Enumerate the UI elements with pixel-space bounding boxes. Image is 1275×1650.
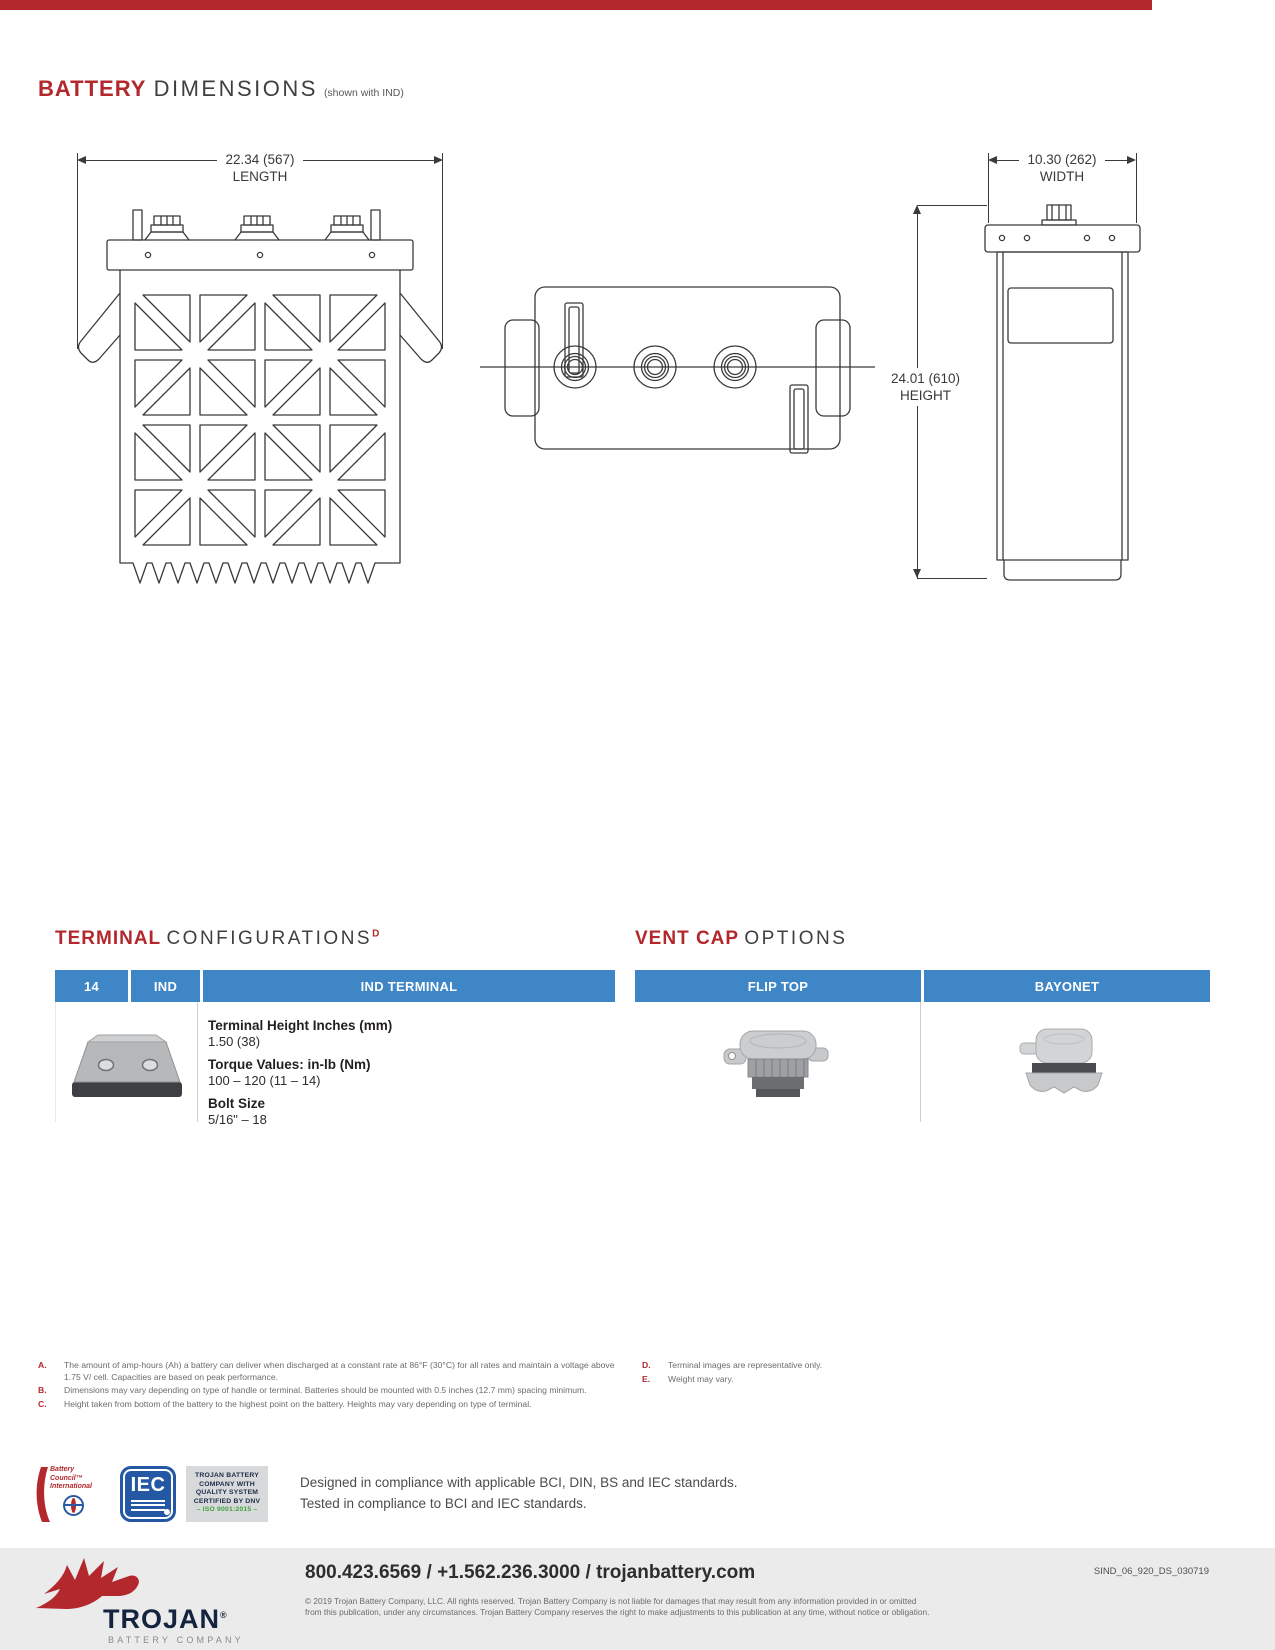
ind-terminal-image [64,1022,190,1102]
trojan-wordmark: TROJAN® [103,1604,228,1634]
document-id: SIND_06_920_DS_030719 [1093,1566,1209,1577]
contact-line: 800.423.6569 / +1.562.236.3000 / trojanbattery.com [305,1562,756,1583]
footnote: B. Dimensions may vary depending on type of handle or terminal. Batteries should be mounted with 0.5 inches (12.7 mm) spacing minimum. [38,1385,587,1395]
page-title-rest: DIMENSIONS [153,76,318,101]
vent-cap-table-header [635,970,1210,1002]
footnote: E. Weight may vary. [642,1373,734,1384]
iec-logo: IEC [120,1466,176,1522]
footnote-ref-d: D [372,928,380,940]
vent-cap-glyph [235,216,279,240]
flip-top-cell [635,1002,921,1122]
vent-cap-options-table [635,970,1210,1122]
spec-label: Terminal Height Inches (mm) [208,1018,393,1033]
length-dimension-label: 22.34 (567) LENGTH [225,152,295,184]
terminal-code-header: 14 [55,970,128,1002]
flip-top-header: FLIP TOP [635,970,921,1002]
page-title-note: (shown with IND) [323,87,404,99]
terminal-configurations-title: TERMINAL $CONFIGURATIONS^D$ [55,928,380,949]
iec-dot-icon [164,1509,170,1515]
bci-swoosh-icon [33,1466,53,1523]
spec-label: Torque Values: in-lb (Nm) [208,1057,371,1072]
terminal-name-header: IND TERMINAL [203,970,615,1002]
flip-top-cap-image [722,1019,834,1105]
footer [0,1548,1275,1650]
vent-cap-glyph [145,216,189,240]
terminal-type-header: IND [131,970,200,1002]
bayonet-cap-image [1014,1023,1114,1101]
width-dimension-label: 10.30 (262) WIDTH [1027,152,1097,184]
registered-mark: ® [220,1610,228,1620]
spec-value: 5/16" – 18 [208,1112,267,1127]
width-dimension [988,151,1136,185]
trojan-subtitle: BATTERY COMPANY [108,1635,244,1645]
dimension-arrow-icon [77,156,86,164]
top-accent-bar [0,0,1152,10]
spec-label: Bolt Size [208,1096,266,1111]
battery-front-view-drawing [75,195,445,595]
length-dimension [77,151,443,185]
terminal-table-header [55,970,615,1002]
terminal-configurations-table [55,970,615,1127]
vent-cap-table-body [635,1002,1210,1122]
spec-value: 1.50 (38) [208,1034,261,1049]
dnv-quality-badge: TROJAN BATTERY COMPANY WITH QUALITY SYSTEM CERTIFIED BY DNV – ISO 9001:2015 – [186,1466,268,1522]
dimension-arrow-icon [1127,156,1136,164]
page-title-accent: BATTERY [38,76,147,101]
vent-cap-glyph [325,216,369,240]
bayonet-cell [921,1002,1207,1122]
terminal-spec-cell [198,1002,615,1127]
trojan-pegasus-logo-icon [32,1556,152,1611]
spec-value: 100 – 120 (11 – 14) [208,1073,321,1088]
terminal-table-body [55,1002,615,1127]
vent-cap-options-title: VENT CAP OPTIONS [635,928,848,949]
copyright-text: © 2019 Trojan Battery Company, LLC. All rights reserved. Trojan Battery Company is not liable for damages that may result from any information provided in or omitted from this publication, under any circumstances. Trojan Battery Company reserves the right to make adjustments to this publication at any time, without notice or obligation. [305,1596,930,1617]
bci-logo: Battery Council™ International [33,1466,107,1523]
compliance-statement: Designed in compliance with applicable BCI, DIN, BS and IEC standards. Tested in compliance to BCI and IEC standards. [300,1475,738,1511]
height-dimension-label: 24.01 (610) HEIGHT [848,368,1003,406]
footnotes-right [642,1360,1042,1387]
battery-top-view-drawing [480,275,875,460]
footnote: D. Terminal images are representative only. [642,1360,823,1370]
dimension-arrow-icon [913,205,921,214]
dimension-arrow-icon [988,156,997,164]
bayonet-header: BAYONET [924,970,1210,1002]
bci-globe-icon [63,1495,84,1516]
terminal-image-cell [56,1002,198,1122]
footnotes-left [38,1360,623,1412]
page-title [38,76,404,102]
dimension-arrow-icon [913,569,921,578]
footnote: A. The amount of amp-hours (Ah) a battery can deliver when discharged at a constant rate at 86°F (30°C) for all rates and maintain a voltage above 1.75 V/ cell. Capacities are based on peak performance. [38,1360,615,1382]
footnote: C. Height taken from bottom of the battery to the highest point on the battery. Heights may vary depending on type of terminal. [38,1398,532,1409]
battery-side-view-drawing [962,190,1152,590]
